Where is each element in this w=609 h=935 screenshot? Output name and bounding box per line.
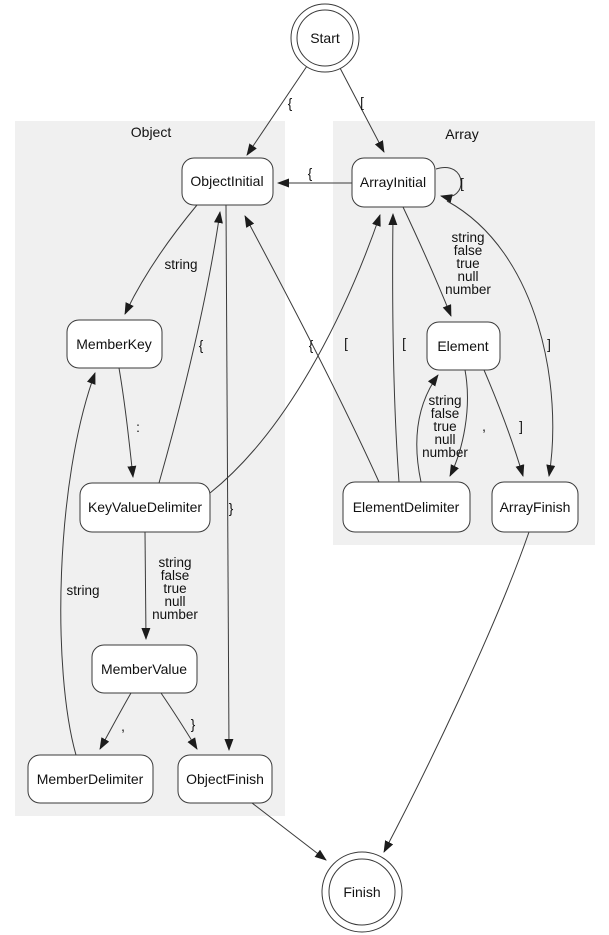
state-arrayfinish — [492, 482, 578, 532]
label-start-arrayinitial: [ — [360, 95, 364, 110]
edge-objectfinish-finish — [252, 803, 326, 860]
state-membervalue — [92, 645, 197, 693]
state-memberkey — [67, 320, 162, 368]
state-objectinitial — [182, 158, 273, 205]
value-line: string — [451, 230, 485, 245]
state-arrayinitial — [352, 158, 435, 207]
state-arrayinitial-label: ArrayInitial — [359, 174, 427, 190]
edge-arrayfinish-finish — [384, 532, 529, 852]
value-line: false — [160, 568, 190, 583]
label-arrayinitial-arrayfinish: ] — [547, 337, 551, 352]
state-element-label: Element — [437, 338, 489, 354]
value-line: false — [430, 406, 460, 421]
state-membervalue-label: MemberValue — [100, 661, 188, 677]
label-objectinitial-memberkey: string — [164, 257, 198, 272]
state-elementdelimiter — [343, 482, 470, 532]
label-objectinitial-objectfinish: } — [228, 501, 234, 516]
value-line: null — [164, 594, 186, 609]
label-membervalue-memberdelimiter: , — [121, 719, 125, 734]
state-finish — [322, 852, 402, 932]
state-start — [291, 4, 359, 72]
label-arrayinitial-self: [ — [460, 176, 464, 191]
label-arrayinitial-objectinitial: { — [307, 166, 313, 181]
state-memberdelimiter — [28, 755, 153, 803]
array-cluster-label: Array — [445, 126, 479, 142]
label-memberdelimiter-memberkey: string — [66, 583, 100, 598]
state-elementdelimiter-label: ElementDelimiter — [352, 499, 460, 515]
state-finish-label: Finish — [343, 884, 381, 900]
object-cluster — [15, 121, 285, 816]
value-line: number — [152, 607, 198, 622]
value-line: null — [434, 432, 456, 447]
value-line: null — [457, 269, 479, 284]
value-line: number — [422, 445, 468, 460]
label-elementdelimiter-arrayinitial: [ — [402, 336, 406, 351]
value-line: number — [445, 282, 491, 297]
label-element-arrayfinish: ] — [519, 419, 523, 434]
value-line: true — [433, 419, 457, 434]
state-objectfinish-label: ObjectFinish — [186, 771, 264, 787]
value-line: true — [163, 581, 187, 596]
label-membervalue-objectfinish: } — [190, 717, 196, 732]
state-objectinitial-label: ObjectInitial — [190, 173, 264, 189]
state-start-label: Start — [310, 30, 340, 46]
label-keyvaluedelimiter-arrayinitial: [ — [344, 336, 348, 351]
label-elementdelimiter-objectinitial: { — [308, 338, 314, 353]
value-line: true — [456, 256, 480, 271]
state-memberkey-label: MemberKey — [76, 336, 152, 352]
value-line: string — [428, 393, 462, 408]
value-line: string — [158, 555, 192, 570]
label-keyvaluedelimiter-objectinitial: { — [198, 338, 204, 353]
state-keyvaluedelimiter-label: KeyValueDelimiter — [87, 499, 203, 515]
object-cluster-label: Object — [130, 124, 172, 140]
state-element — [427, 322, 500, 370]
state-keyvaluedelimiter — [80, 483, 210, 532]
label-memberkey-keyvaluedelimiter: : — [136, 420, 140, 435]
state-arrayfinish-label: ArrayFinish — [499, 499, 571, 515]
state-objectfinish — [178, 755, 272, 803]
value-line: false — [453, 243, 483, 258]
label-element-elementdelimiter: , — [482, 419, 486, 434]
label-start-objectinitial: { — [287, 96, 293, 111]
state-memberdelimiter-label: MemberDelimiter — [36, 771, 144, 787]
